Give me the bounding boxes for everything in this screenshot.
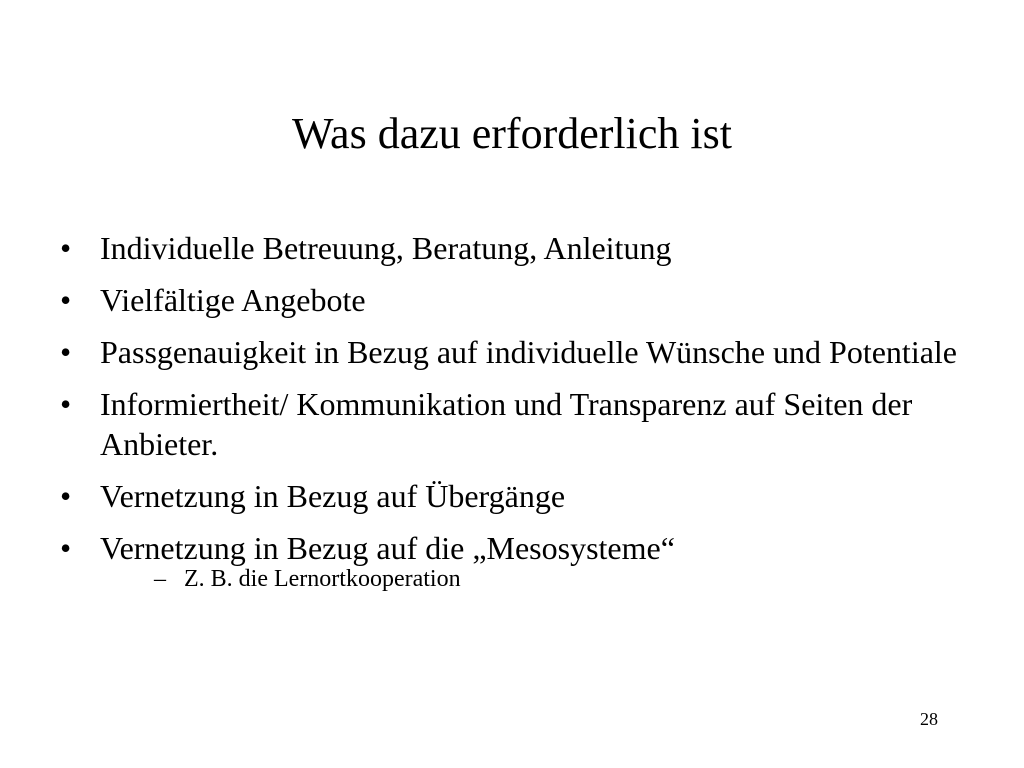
bullet-marker: • — [60, 334, 72, 370]
sub-bullet-list — [100, 564, 960, 594]
bullet-marker: • — [60, 230, 72, 266]
sub-bullet-marker: – — [154, 566, 166, 592]
page-number: 28 — [920, 709, 938, 729]
bullet-item — [60, 384, 960, 464]
bullet-text: Vernetzung in Bezug auf Übergänge — [100, 478, 566, 514]
bullet-item — [60, 332, 960, 372]
bullet-item — [60, 528, 960, 594]
bullet-text: Vielfältige Angebote — [100, 282, 366, 318]
sub-bullet-item — [100, 564, 960, 594]
bullet-marker: • — [60, 530, 72, 566]
bullet-text: Vernetzung in Bezug auf die „Mesosysteme“ — [100, 530, 675, 566]
bullet-marker: • — [60, 478, 72, 514]
bullet-item — [60, 228, 960, 268]
bullet-text: Passgenauigkeit in Bezug auf individuelle Wünsche und Potentiale — [100, 334, 957, 370]
bullet-marker: • — [60, 386, 72, 422]
sub-bullet-text: Z. B. die Lernortkooperation — [184, 566, 461, 592]
bullet-text: Individuelle Betreuung, Beratung, Anleitung — [100, 230, 672, 266]
slide-title: Was dazu erforderlich ist — [292, 109, 732, 158]
bullet-list — [60, 228, 960, 606]
bullet-item — [60, 476, 960, 516]
bullet-marker: • — [60, 282, 72, 318]
bullet-text: Informiertheit/ Kommunikation und Transparenz auf Seiten der Anbieter. — [100, 386, 913, 462]
bullet-item — [60, 280, 960, 320]
